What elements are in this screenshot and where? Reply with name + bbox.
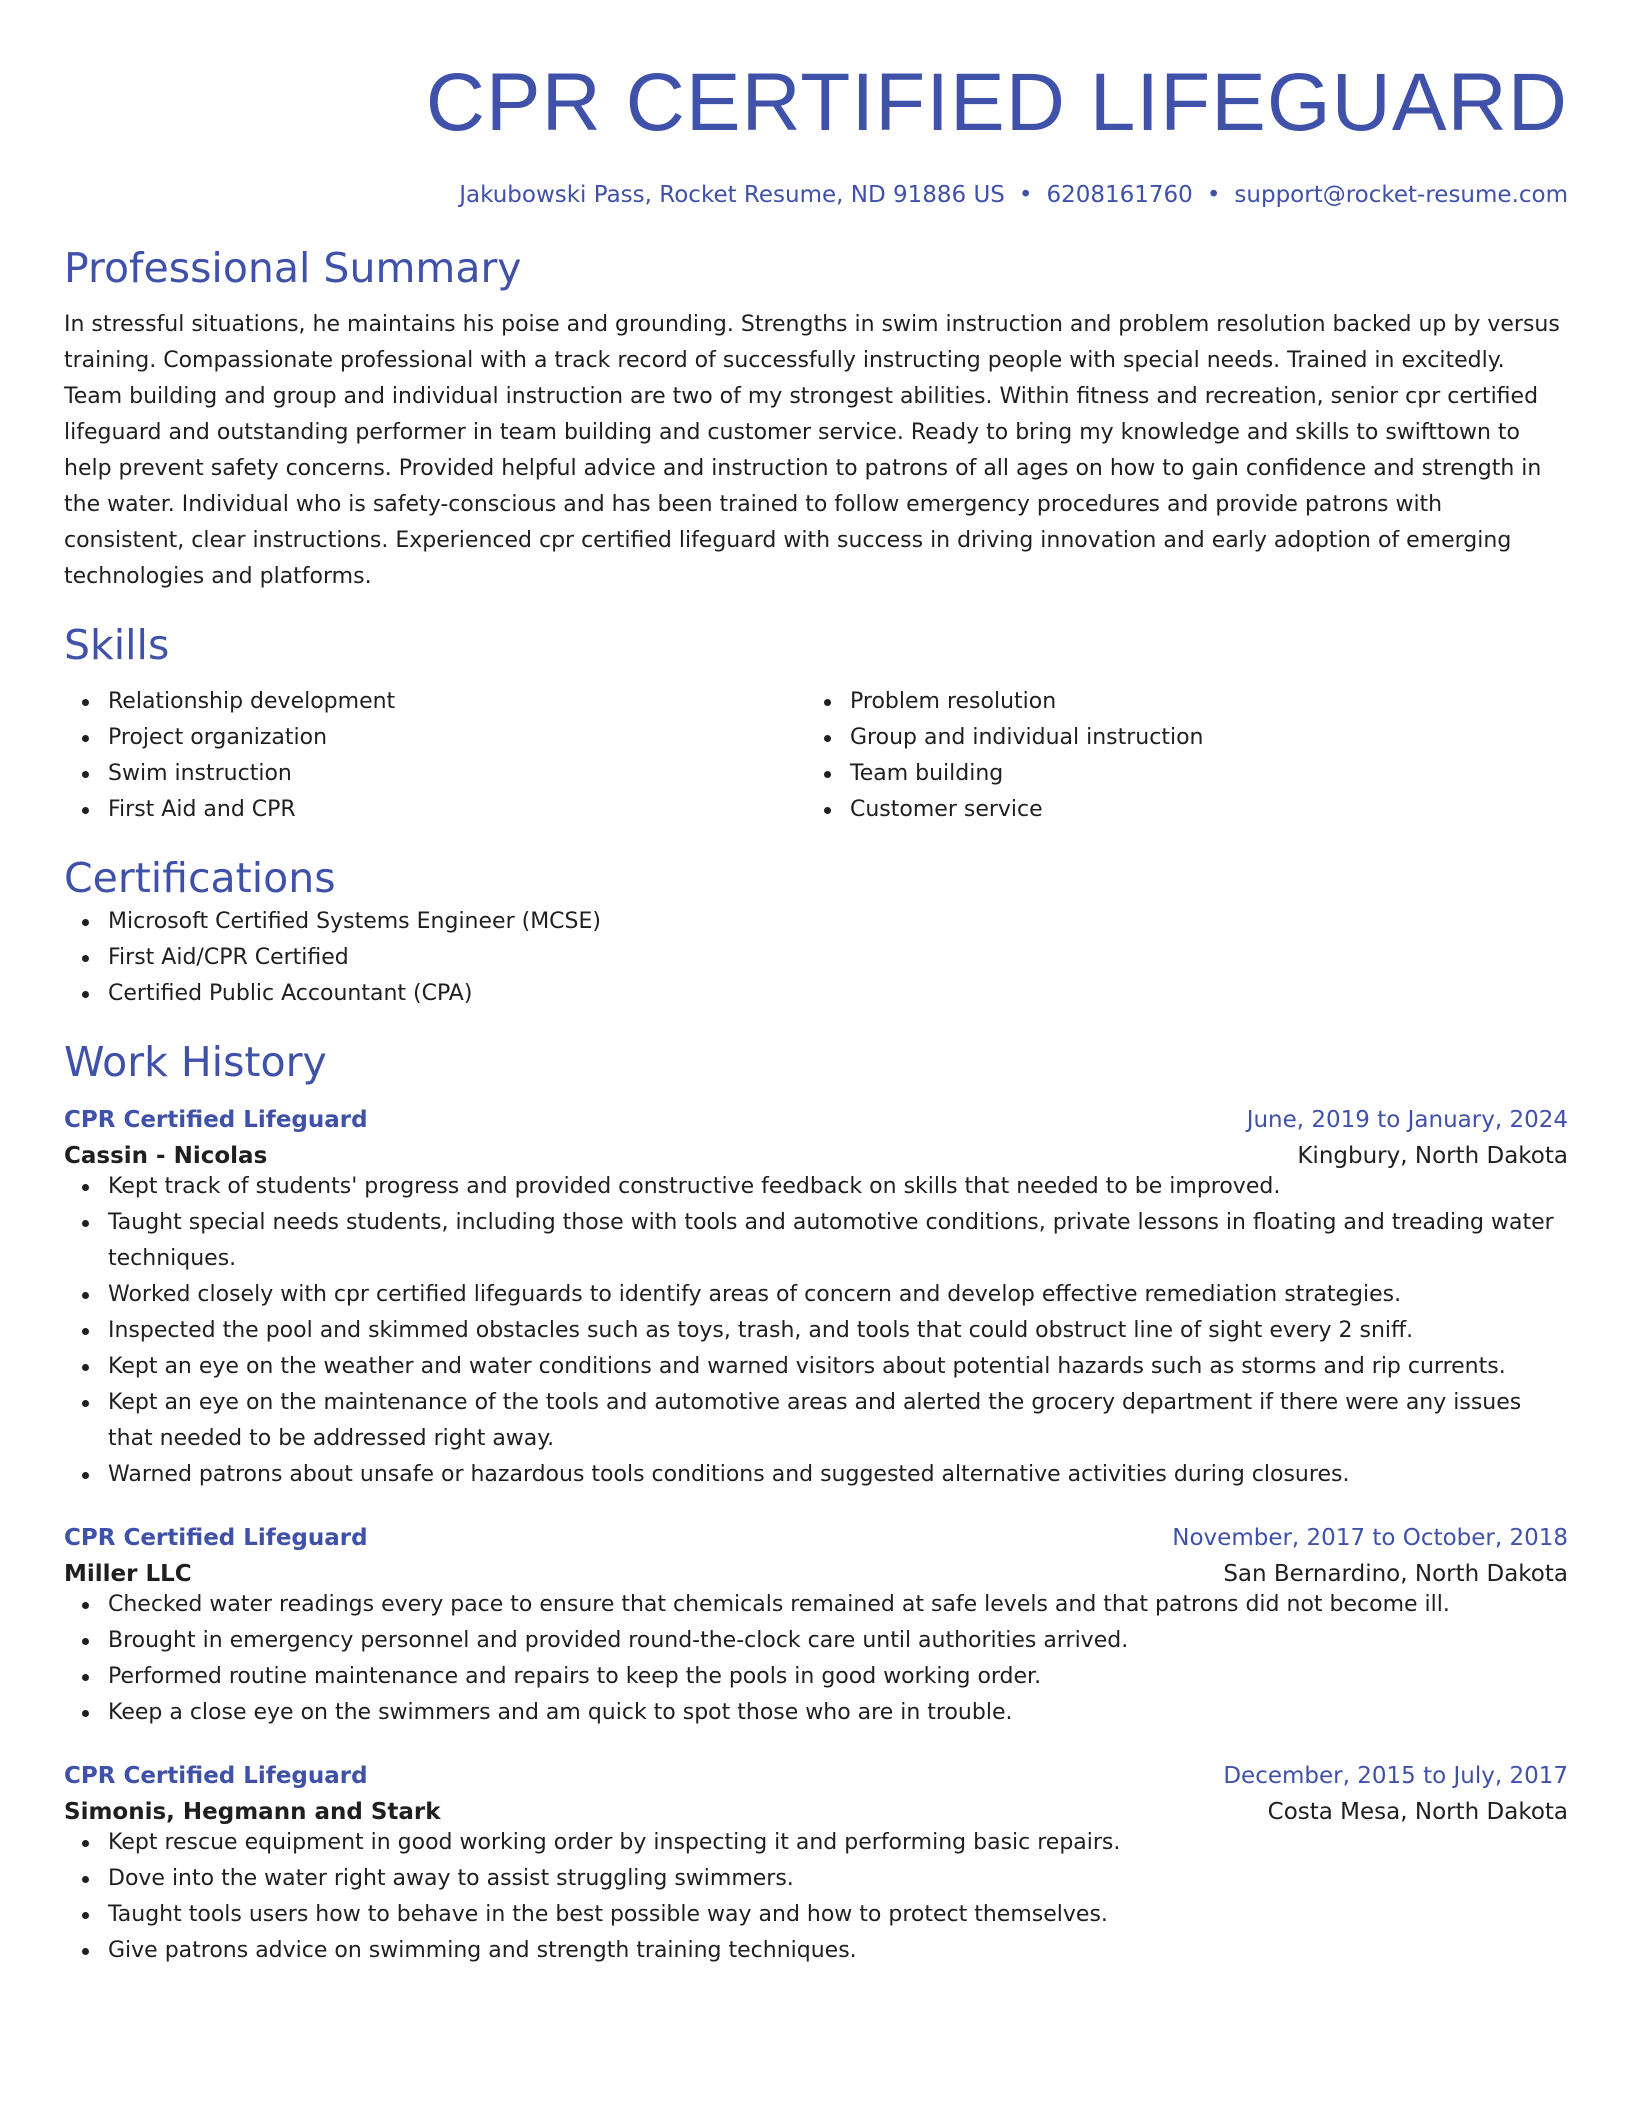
contact-separator: • — [1206, 182, 1221, 208]
job-location: Kingbury, North Dakota — [1297, 1142, 1568, 1169]
job-bullets — [64, 1825, 1568, 1969]
work-history-heading: Work History — [64, 1037, 327, 1086]
job-dates: November, 2017 to October, 2018 — [1172, 1524, 1568, 1551]
job-bullet: Checked water readings every pace to ensure that chemicals remained at safe levels and that patrons did not become ill. — [64, 1587, 1568, 1623]
job-title: CPR Certified Lifeguard — [64, 1524, 368, 1551]
job-header-row — [64, 1107, 1568, 1133]
certification-item: Certified Public Accountant (CPA) — [64, 976, 1568, 1012]
job-dates: June, 2019 to January, 2024 — [1246, 1106, 1568, 1133]
contact-line — [64, 182, 1568, 208]
job-bullet: Worked closely with cpr certified lifeguards to identify areas of concern and develop effective remediation strategies. — [64, 1277, 1568, 1313]
job-company: Miller LLC — [64, 1560, 192, 1587]
job-company-row — [64, 1561, 1568, 1587]
job-bullet: Warned patrons about unsafe or hazardous tools conditions and suggested alternative activities during closures. — [64, 1457, 1568, 1493]
job-bullet: Performed routine maintenance and repairs to keep the pools in good working order. — [64, 1659, 1568, 1695]
job-title: CPR Certified Lifeguard — [64, 1106, 368, 1133]
job-bullet: Dove into the water right away to assist struggling swimmers. — [64, 1861, 1568, 1897]
contact-separator: • — [1018, 182, 1033, 208]
job-bullet: Kept an eye on the weather and water conditions and warned visitors about potential hazards such as storms and rip currents. — [64, 1349, 1568, 1385]
contact-address: Jakubowski Pass, Rocket Resume, ND 91886 US — [459, 182, 1005, 208]
certification-item: Microsoft Certified Systems Engineer (MCSE) — [64, 904, 1568, 940]
job-entry — [64, 1763, 1568, 1969]
job-bullet: Give patrons advice on swimming and strength training techniques. — [64, 1933, 1568, 1969]
skill-item: First Aid and CPR — [64, 792, 806, 828]
skills-grid — [64, 684, 1568, 828]
skill-item: Relationship development — [64, 684, 806, 720]
job-company-row — [64, 1799, 1568, 1825]
job-title: CPR Certified Lifeguard — [64, 1762, 368, 1789]
job-bullet: Taught tools users how to behave in the best possible way and how to protect themselves. — [64, 1897, 1568, 1933]
job-bullet: Inspected the pool and skimmed obstacles such as toys, trash, and tools that could obstruct line of sight every 2 sniff. — [64, 1313, 1568, 1349]
job-bullet: Kept track of students' progress and provided constructive feedback on skills that needed to be improved. — [64, 1169, 1568, 1205]
skills-heading: Skills — [64, 621, 170, 670]
skills-list-left — [64, 684, 806, 828]
job-company: Cassin - Nicolas — [64, 1142, 268, 1169]
job-bullet: Keep a close eye on the swimmers and am quick to spot those who are in trouble. — [64, 1695, 1568, 1731]
job-bullet: Brought in emergency personnel and provided round-the-clock care until authorities arrived. — [64, 1623, 1568, 1659]
skill-item: Swim instruction — [64, 756, 806, 792]
skill-item: Customer service — [806, 792, 1548, 828]
contact-email[interactable]: support@rocket-resume.com — [1234, 182, 1568, 208]
skill-item: Team building — [806, 756, 1548, 792]
skills-list-right — [806, 684, 1548, 828]
summary-heading: Professional Summary — [64, 244, 522, 292]
job-header-row — [64, 1525, 1568, 1551]
job-location: San Bernardino, North Dakota — [1223, 1560, 1568, 1587]
job-dates: December, 2015 to July, 2017 — [1223, 1762, 1568, 1789]
job-bullets — [64, 1587, 1568, 1731]
contact-phone: 6208161760 — [1046, 182, 1193, 208]
job-company: Simonis, Hegmann and Stark — [64, 1798, 441, 1825]
job-bullet: Kept rescue equipment in good working order by inspecting it and performing basic repairs. — [64, 1825, 1568, 1861]
job-entry — [64, 1525, 1568, 1731]
skill-item: Project organization — [64, 720, 806, 756]
job-entry — [64, 1107, 1568, 1493]
summary-text: In stressful situations, he maintains his poise and grounding. Strengths in swim instruction and problem resolution backed up by versus training. Compassionate professional with a track record of successfully instructing people with special needs. Trained in excitedly. Team building and group and individual instruction are two of my strongest abilities. Within fitness and recreation, senior cpr certified lifeguard and outstanding performer in team building and customer service. Ready to bring my knowledge and skills to swifttown to help prevent safety concerns. Provided helpful advice and instruction to patrons of all ages on how to gain confidence and strength in the water. Individual who is safety-conscious and has been trained to follow emergency procedures and provide patrons with consistent, clear instructions. Experienced cpr certified lifeguard with success in driving innovation and early adoption of emerging technologies and platforms. — [64, 312, 1560, 590]
skill-item: Group and individual instruction — [806, 720, 1548, 756]
skill-item: Problem resolution — [806, 684, 1548, 720]
resume-header — [64, 57, 1568, 208]
job-company-row — [64, 1143, 1568, 1169]
certification-item: First Aid/CPR Certified — [64, 940, 1568, 976]
job-bullet: Taught special needs students, including those with tools and automotive conditions, private lessons in floating and treading water techniques. — [64, 1205, 1568, 1277]
certifications-heading: Certifications — [64, 854, 336, 903]
job-bullet: Kept an eye on the maintenance of the tools and automotive areas and alerted the grocery department if there were any issues that needed to be addressed right away. — [64, 1385, 1568, 1457]
candidate-name: CPR CERTIFIED LIFEGUARD — [425, 57, 1568, 148]
certifications-list — [64, 904, 1568, 1012]
job-bullets — [64, 1169, 1568, 1493]
job-header-row — [64, 1763, 1568, 1789]
job-location: Costa Mesa, North Dakota — [1267, 1798, 1568, 1825]
